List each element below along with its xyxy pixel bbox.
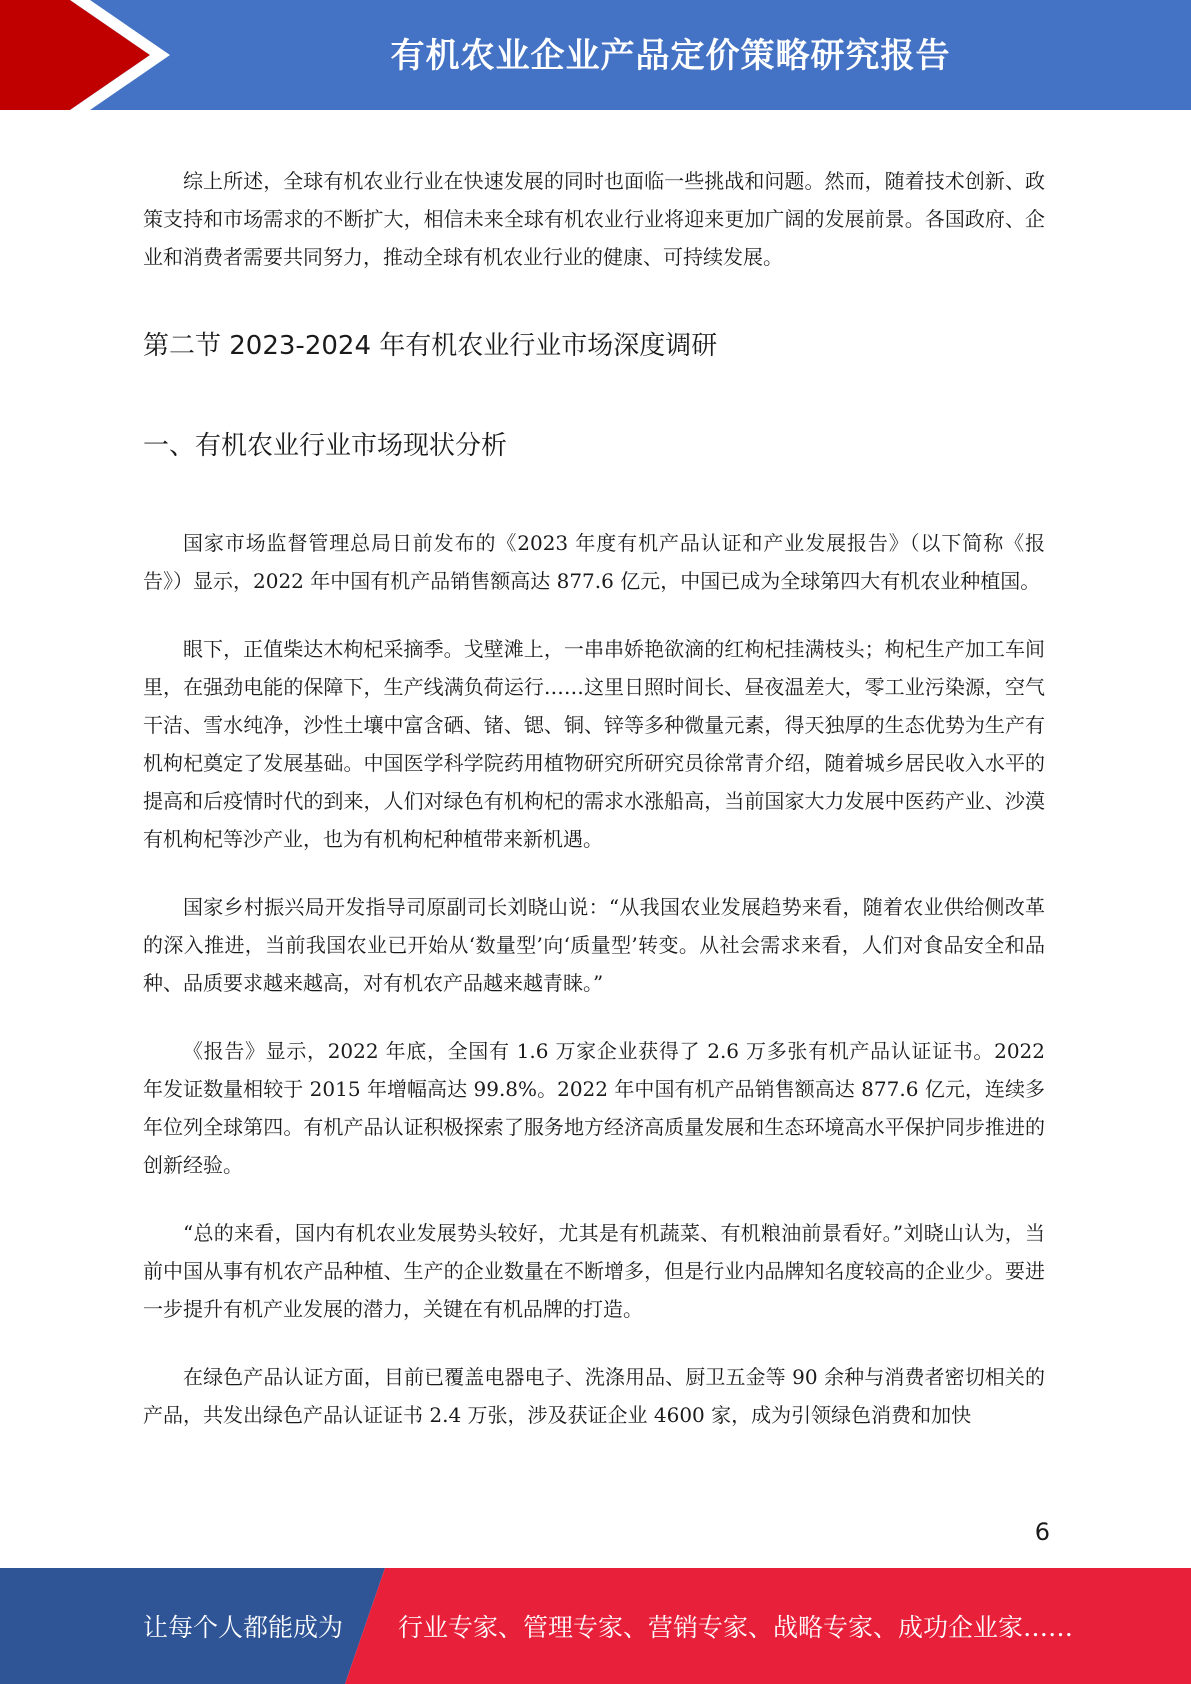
subsection-heading: 一、有机农业行业市场现状分析 xyxy=(143,431,508,461)
footer-slogan-right: 行业专家、管理专家、营销专家、战略专家、成功企业家…… xyxy=(398,1613,1074,1642)
page-header xyxy=(0,0,1191,110)
paragraph: 《报告》显示，2022 年底，全国有 1.6 万家企业获得了 2.6 万多张有机产品认证证书。2022 年发证数量相较于 2015 年增幅高达 99.8%。2022 年中国有机产品销售额高达 877.6 亿元，连续多年位列全球第四。有机产品认证积极探索了服务地方经济高质量发展和生态环境高水平保护同步推进的创新经验。 xyxy=(143,1039,1045,1177)
paragraph: 眼下，正值柴达木枸杞采摘季。戈壁滩上，一串串娇艳欲滴的红枸杞挂满枝头；枸杞生产加工车间里，在强劲电能的保障下，生产线满负荷运行……这里日照时间长、昼夜温差大，零工业污染源，空气干洁、雪水纯净，沙性土壤中富含硒、锗、锶、铜、锌等多种微量元素，得天独厚的生态优势为生产有机枸杞奠定了发展基础。中国医学科学院药用植物研究所研究员徐常青介绍，随着城乡居民收入水平的提高和后疫情时代的到来，人们对绿色有机枸杞的需求水涨船高，当前国家大力发展中医药产业、沙漠有机枸杞等沙产业，也为有机枸杞种植带来新机遇。 xyxy=(143,637,1045,851)
page-number: 6 xyxy=(1034,1518,1050,1546)
paragraph: 在绿色产品认证方面，目前已覆盖电器电子、洗涤用品、厨卫五金等 90 余种与消费者密切相关的产品，共发出绿色产品认证证书 2.4 万张，涉及获证企业 4600 家，成为引领绿色消费和加快 xyxy=(143,1365,1045,1427)
section-heading: 第二节 2023-2024 年有机农业行业市场深度调研 xyxy=(143,331,718,361)
page-footer xyxy=(0,1568,1191,1684)
footer-slogan-left: 让每个人都能成为 xyxy=(143,1613,344,1642)
paragraph: 国家乡村振兴局开发指导司原副司长刘晓山说：“从我国农业发展趋势来看，随着农业供给侧改革的深入推进，当前我国农业已开始从‘数量型’向‘质量型’转变。从社会需求来看，人们对食品安全和品种、品质要求越来越高，对有机农产品越来越青睐。” xyxy=(143,895,1045,995)
intro-paragraph: 综上所述，全球有机农业行业在快速发展的同时也面临一些挑战和问题。然而，随着技术创新、政策支持和市场需求的不断扩大，相信未来全球有机农业行业将迎来更加广阔的发展前景。各国政府、企业和消费者需要共同努力，推动全球有机农业行业的健康、可持续发展。 xyxy=(143,169,1045,269)
paragraph: 国家市场监督管理总局日前发布的《2023 年度有机产品认证和产业发展报告》（以下简称《报告》）显示，2022 年中国有机产品销售额高达 877.6 亿元，中国已成为全球第四大有机农业种植国。 xyxy=(143,531,1045,593)
paragraph: “总的来看，国内有机农业发展势头较好，尤其是有机蔬菜、有机粮油前景看好。”刘晓山认为，当前中国从事有机农产品种植、生产的企业数量在不断增多，但是行业内品牌知名度较高的企业少。要进一步提升有机产业发展的潜力，关键在有机品牌的打造。 xyxy=(143,1221,1045,1321)
report-title: 有机农业企业产品定价策略研究报告 xyxy=(390,35,951,76)
page-body xyxy=(143,162,1045,1434)
